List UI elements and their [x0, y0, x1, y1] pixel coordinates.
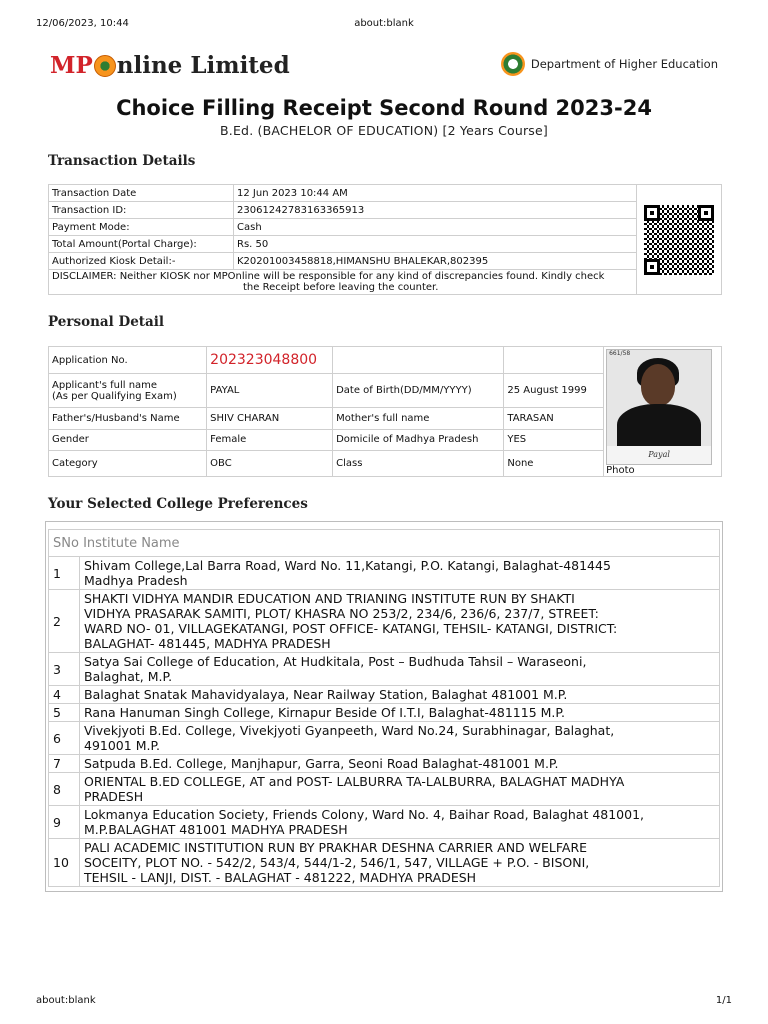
preference-sno: 3: [49, 653, 80, 686]
transaction-heading: Transaction Details: [48, 153, 196, 169]
transaction-label: Total Amount(Portal Charge):: [49, 236, 234, 253]
institute-line: Satpuda B.Ed. College, Manjhapur, Garra, Seoni Road Balaghat-481001 M.P.: [84, 756, 559, 771]
applicant-name: PAYAL: [207, 374, 333, 408]
domicile-label: Domicile of Madhya Pradesh: [333, 429, 504, 450]
preference-sno: 5: [49, 704, 80, 722]
institute-name: [80, 773, 720, 806]
col-sno: SNo: [53, 535, 79, 551]
domicile-value: YES: [504, 429, 604, 450]
preference-row: [49, 806, 720, 839]
institute-line: Rana Hanuman Singh College, Kirnapur Beside Of I.T.I, Balaghat-481115 M.P.: [84, 705, 565, 720]
preference-sno: 9: [49, 806, 80, 839]
transaction-row: [49, 219, 722, 236]
preference-row: [49, 755, 720, 773]
mother-label: Mother's full name: [333, 408, 504, 429]
disclaimer: DISCLAIMER: Neither KIOSK nor MPOnline will be responsible for any kind of discrepancies found. Kindly check the Receipt before leaving the counter.: [49, 270, 637, 295]
col-institute-name: Institute Name: [83, 535, 180, 551]
preference-row: [49, 704, 720, 722]
category-label: Category: [49, 450, 207, 476]
institute-line: BALAGHAT- 481445, MADHYA PRADESH: [84, 636, 331, 651]
institute-name: [80, 704, 720, 722]
preference-row: [49, 722, 720, 755]
preference-row: [49, 686, 720, 704]
preferences-box: [45, 521, 723, 892]
transaction-label: Transaction Date: [49, 185, 234, 202]
institute-name: [80, 755, 720, 773]
transaction-value: Cash: [234, 219, 637, 236]
preference-sno: 6: [49, 722, 80, 755]
institute-line: 491001 M.P.: [84, 738, 161, 753]
transaction-row: [49, 236, 722, 253]
department-seal-icon: [501, 52, 525, 76]
applicant-signature: Payal: [607, 446, 711, 464]
brand-prefix: MP: [50, 52, 93, 79]
category-value: OBC: [207, 450, 333, 476]
preference-row: [49, 557, 720, 590]
transaction-label: Transaction ID:: [49, 202, 234, 219]
transaction-row: [49, 253, 722, 270]
transaction-value: 23061242783163365913: [234, 202, 637, 219]
institute-line: Balaghat, M.P.: [84, 669, 173, 684]
preference-row: [49, 590, 720, 653]
institute-line: SHAKTI VIDHYA MANDIR EDUCATION AND TRIANING INSTITUTE RUN BY SHAKTI: [84, 591, 575, 606]
institute-name: [80, 686, 720, 704]
course-subtitle: B.Ed. (BACHELOR OF EDUCATION) [2 Years Course]: [220, 123, 548, 138]
preference-sno: 1: [49, 557, 80, 590]
preference-sno: 4: [49, 686, 80, 704]
institute-name: [80, 722, 720, 755]
preference-sno: 8: [49, 773, 80, 806]
class-label: Class: [333, 450, 504, 476]
application-no-label: Application No.: [49, 347, 207, 374]
disclaimer-row: [49, 270, 722, 295]
application-no: 202323048800: [207, 347, 333, 374]
preferences-heading: Your Selected College Preferences: [48, 496, 308, 512]
transaction-row: [49, 202, 722, 219]
photo-cell: [604, 347, 722, 477]
institute-line: VIDHYA PRASARAK SAMITI, PLOT/ KHASRA NO 253/2, 234/6, 236/6, 237/7, STREET:: [84, 606, 599, 621]
institute-line: Vivekjyoti B.Ed. College, Vivekjyoti Gyanpeeth, Ward No.24, Surabhinagar, Balaghat,: [84, 723, 615, 738]
father-label: Father's/Husband's Name: [49, 408, 207, 429]
transaction-table: [48, 184, 722, 295]
institute-line: Madhya Pradesh: [84, 573, 188, 588]
gender-label: Gender: [49, 429, 207, 450]
institute-name: [80, 653, 720, 686]
transaction-label: Authorized Kiosk Detail:-: [49, 253, 234, 270]
qr-code-icon: [644, 205, 714, 275]
preference-row: [49, 839, 720, 887]
transaction-value: Rs. 50: [234, 236, 637, 253]
personal-table: [48, 346, 722, 477]
institute-line: WARD NO- 01, VILLAGEKATANGI, POST OFFICE- KATANGI, TEHSIL- KATANGI, DISTRICT:: [84, 621, 618, 636]
mponline-logo: [50, 52, 290, 79]
institute-line: PRADESH: [84, 789, 144, 804]
institute-line: M.P.BALAGHAT 481001 MADHYA PRADESH: [84, 822, 348, 837]
print-url: about:blank: [354, 18, 414, 29]
institute-line: SOCEITY, PLOT NO. - 542/2, 543/4, 544/1-2, 546/1, 547, VILLAGE + P.O. - BISONI,: [84, 855, 590, 870]
preference-sno: 7: [49, 755, 80, 773]
institute-name: [80, 590, 720, 653]
dob-label: Date of Birth(DD/MM/YYYY): [333, 374, 504, 408]
preference-sno: 2: [49, 590, 80, 653]
institute-line: ORIENTAL B.ED COLLEGE, AT and POST- LALBURRA TA-LALBURRA, BALAGHAT MADHYA: [84, 774, 625, 789]
transaction-value: 12 Jun 2023 10:44 AM: [234, 185, 637, 202]
preferences-header: [49, 530, 720, 557]
department-name: Department of Higher Education: [530, 57, 718, 71]
preference-sno: 10: [49, 839, 80, 887]
gender-value: Female: [207, 429, 333, 450]
dob-value: 25 August 1999: [504, 374, 604, 408]
preferences-table: [48, 529, 720, 887]
institute-line: PALI ACADEMIC INSTITUTION RUN BY PRAKHAR DESHNA CARRIER AND WELFARE: [84, 840, 588, 855]
class-value: None: [504, 450, 604, 476]
footer-url: about:blank: [36, 995, 96, 1006]
page-title: Choice Filling Receipt Second Round 2023-24: [116, 96, 652, 120]
qr-cell: [637, 185, 722, 295]
personal-heading: Personal Detail: [48, 314, 165, 330]
institute-name: [80, 557, 720, 590]
preference-row: [49, 773, 720, 806]
department-logo: [501, 52, 718, 76]
institute-line: Shivam College,Lal Barra Road, Ward No. 11,Katangi, P.O. Katangi, Balaghat-481445: [84, 558, 611, 573]
transaction-value: K20201003458818,HIMANSHU BHALEKAR,802395: [234, 253, 637, 270]
name-label: Applicant's full name (As per Qualifying Exam): [49, 374, 207, 408]
print-datetime: 12/06/2023, 10:44: [36, 18, 129, 29]
institute-name: [80, 806, 720, 839]
page-number: 1/1: [715, 995, 732, 1006]
mother-name: TARASAN: [504, 408, 604, 429]
photo-id: 661/58: [609, 350, 631, 357]
brand-suffix: nline Limited: [116, 52, 290, 79]
father-name: SHIV CHARAN: [207, 408, 333, 429]
transaction-label: Payment Mode:: [49, 219, 234, 236]
institute-name: [80, 839, 720, 887]
preference-row: [49, 653, 720, 686]
institute-line: Lokmanya Education Society, Friends Colony, Ward No. 4, Baihar Road, Balaghat 481001,: [84, 807, 645, 822]
transaction-row: [49, 185, 722, 202]
institute-line: Balaghat Snatak Mahavidyalaya, Near Railway Station, Balaghat 481001 M.P.: [84, 687, 568, 702]
institute-line: Satya Sai College of Education, At Hudkitala, Post – Budhuda Tahsil – Waraseoni,: [84, 654, 587, 669]
applicant-photo: [606, 349, 712, 465]
institute-line: TEHSIL - LANJI, DIST. - BALAGHAT - 481222, MADHYA PRADESH: [84, 870, 477, 885]
photo-label: Photo: [606, 465, 635, 476]
mponline-o-logo-icon: [94, 55, 116, 77]
